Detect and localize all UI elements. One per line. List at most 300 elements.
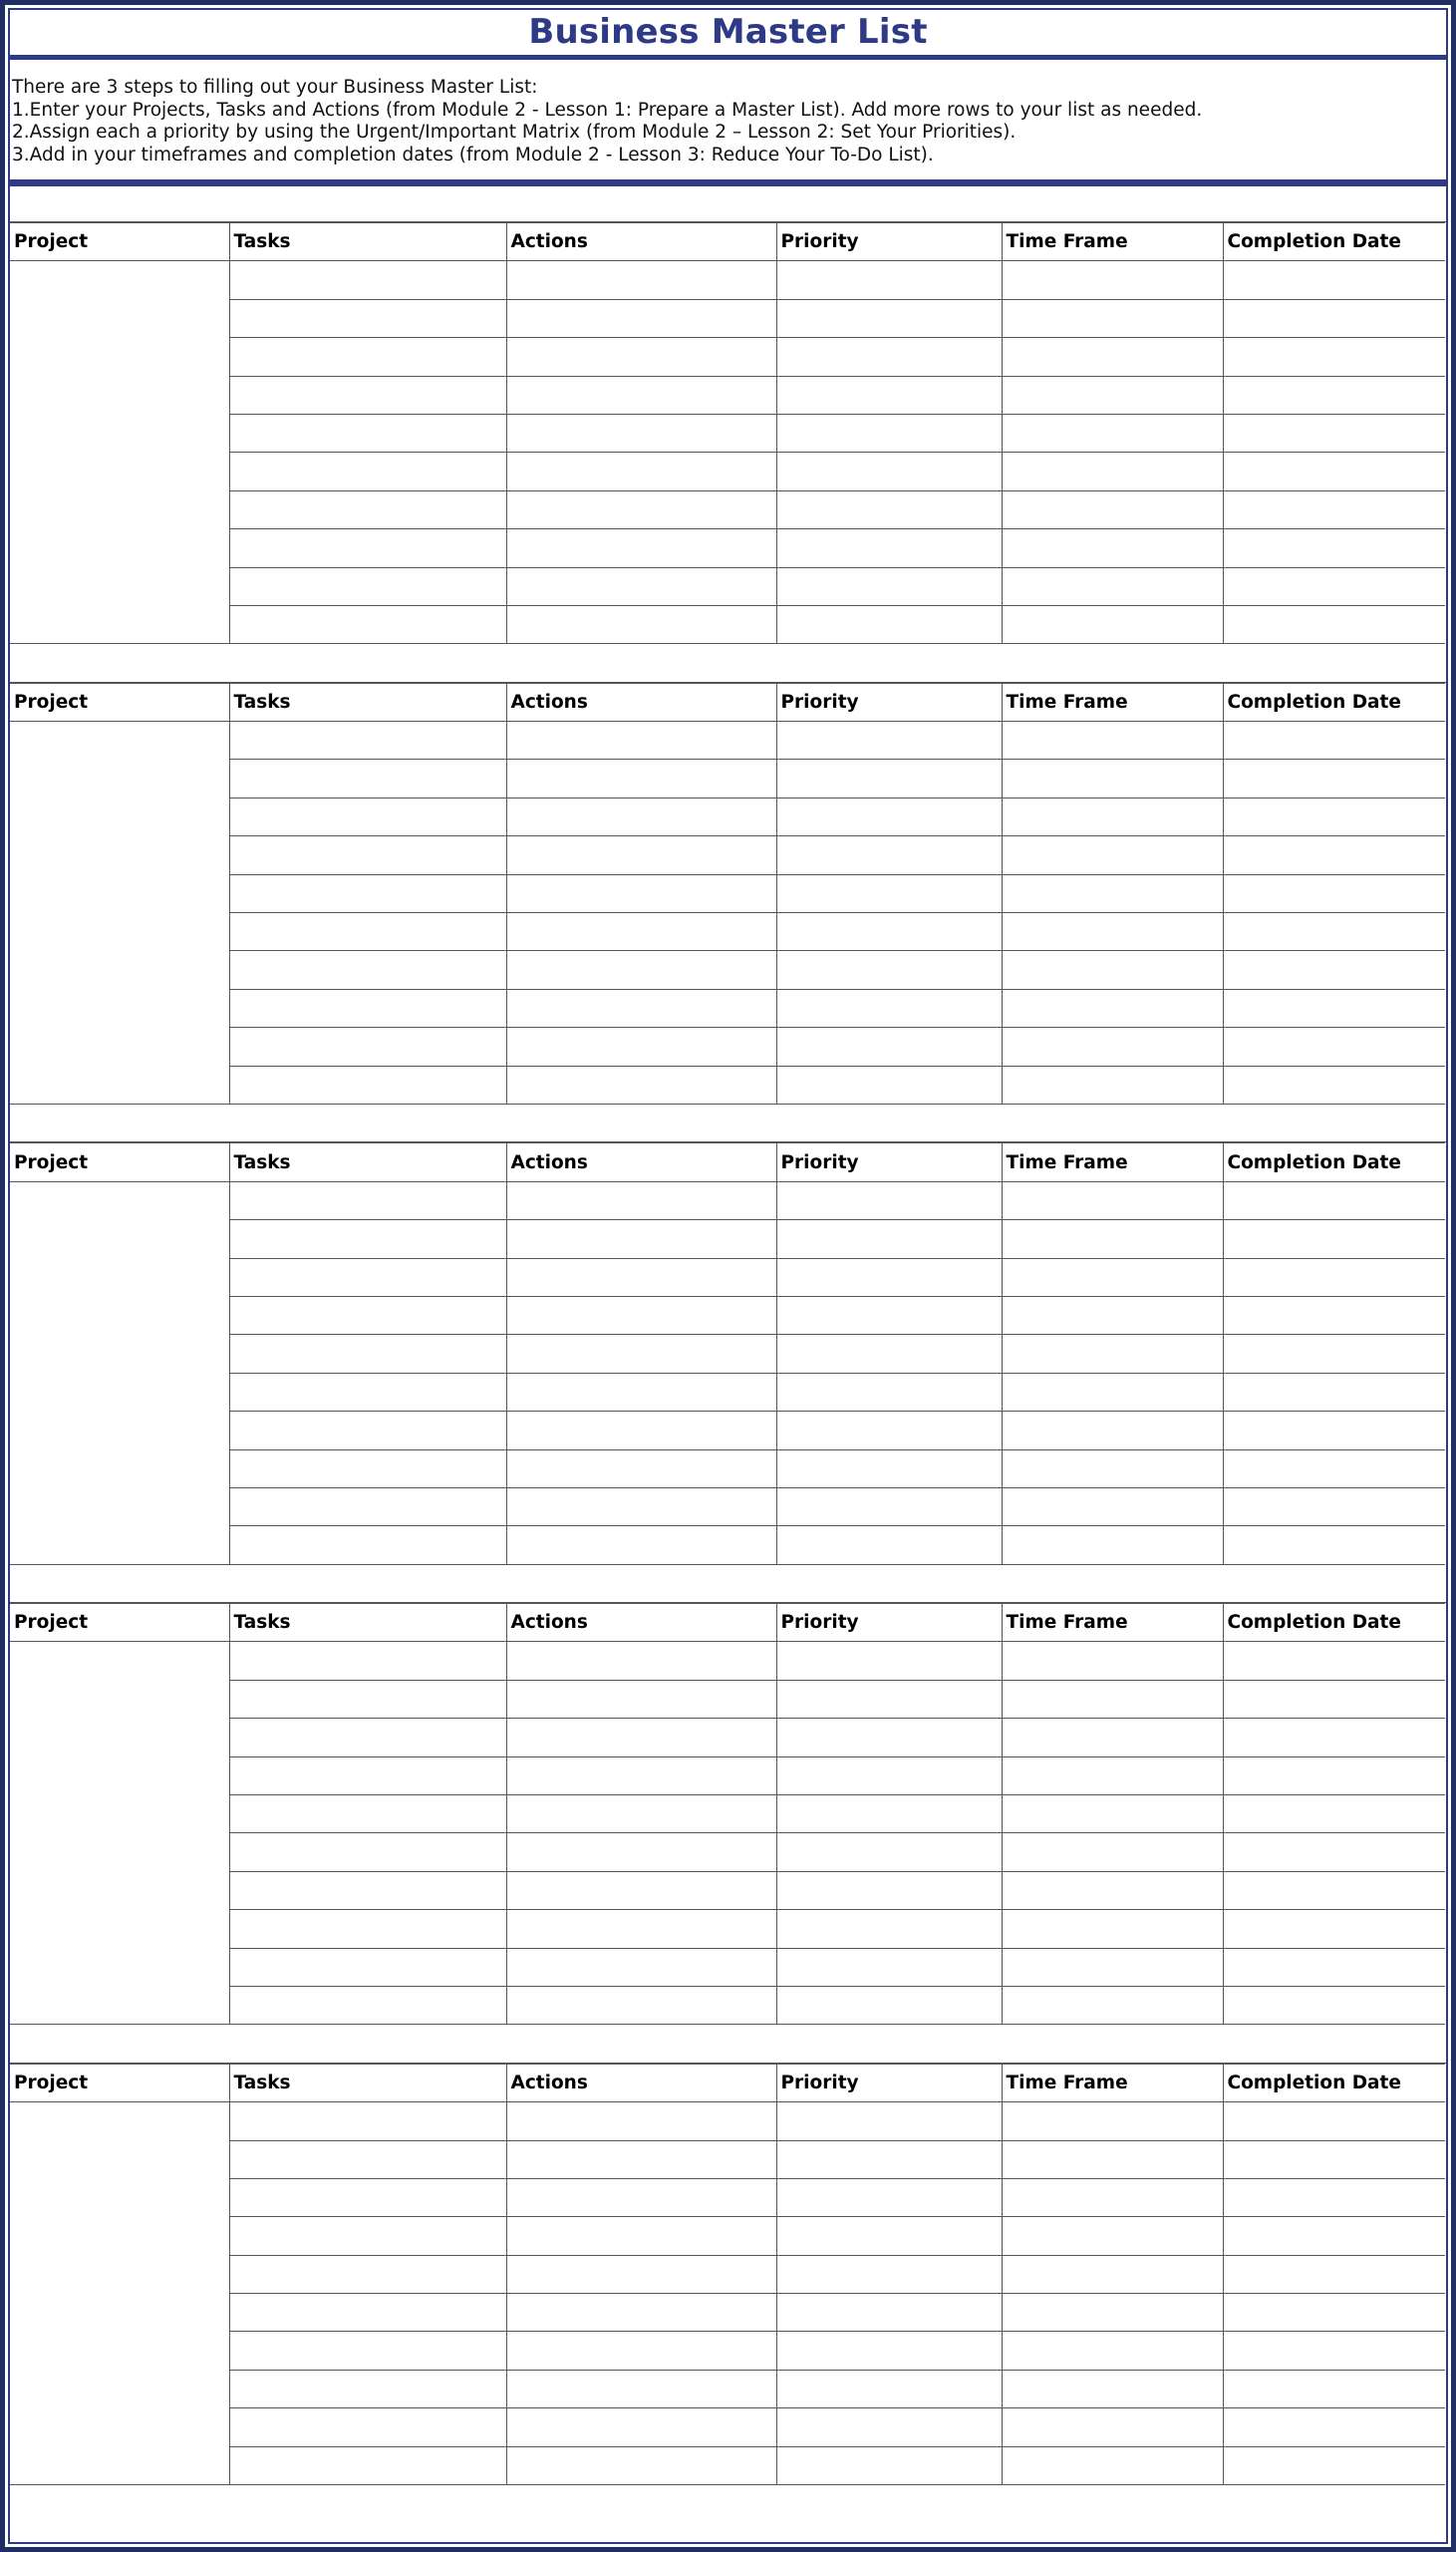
tasks-cell[interactable] — [229, 567, 506, 605]
priority-cell[interactable] — [776, 1487, 1002, 1525]
time-frame-cell[interactable] — [1002, 261, 1223, 299]
time-frame-cell[interactable] — [1002, 1526, 1223, 1564]
completion-date-cell[interactable] — [1223, 414, 1445, 452]
tasks-cell[interactable] — [229, 874, 506, 912]
priority-cell[interactable] — [776, 261, 1002, 299]
actions-cell[interactable] — [506, 1910, 776, 1948]
completion-date-cell[interactable] — [1223, 2408, 1445, 2446]
priority-cell[interactable] — [776, 1719, 1002, 1756]
priority-cell[interactable] — [776, 453, 1002, 490]
completion-date-cell[interactable] — [1223, 951, 1445, 989]
actions-cell[interactable] — [506, 605, 776, 643]
priority-cell[interactable] — [776, 1910, 1002, 1948]
tasks-cell[interactable] — [229, 1719, 506, 1756]
time-frame-cell[interactable] — [1002, 1871, 1223, 1909]
time-frame-cell[interactable] — [1002, 1833, 1223, 1871]
actions-cell[interactable] — [506, 1642, 776, 1680]
tasks-cell[interactable] — [229, 913, 506, 951]
actions-cell[interactable] — [506, 414, 776, 452]
actions-cell[interactable] — [506, 1028, 776, 1066]
completion-date-cell[interactable] — [1223, 1833, 1445, 1871]
actions-cell[interactable] — [506, 1066, 776, 1104]
priority-cell[interactable] — [776, 951, 1002, 989]
priority-cell[interactable] — [776, 1373, 1002, 1411]
tasks-cell[interactable] — [229, 1028, 506, 1066]
table-row — [10, 261, 1445, 299]
time-frame-cell[interactable] — [1002, 490, 1223, 528]
priority-cell[interactable] — [776, 376, 1002, 414]
tasks-cell[interactable] — [229, 2217, 506, 2255]
completion-date-cell[interactable] — [1223, 1756, 1445, 1794]
actions-cell[interactable] — [506, 874, 776, 912]
completion-date-cell[interactable] — [1223, 2178, 1445, 2216]
priority-cell[interactable] — [776, 1220, 1002, 1258]
actions-cell[interactable] — [506, 453, 776, 490]
column-header-actions: Actions — [506, 1604, 776, 1642]
priority-cell[interactable] — [776, 2217, 1002, 2255]
completion-date-cell[interactable] — [1223, 989, 1445, 1027]
completion-date-cell[interactable] — [1223, 1335, 1445, 1373]
header-row — [10, 1143, 1445, 1181]
completion-date-cell[interactable] — [1223, 1986, 1445, 2024]
tasks-cell[interactable] — [229, 299, 506, 337]
tasks-cell[interactable] — [229, 989, 506, 1027]
master-list-sections — [10, 186, 1446, 2485]
time-frame-cell[interactable] — [1002, 2332, 1223, 2370]
tasks-cell[interactable] — [229, 1986, 506, 2024]
priority-cell[interactable] — [776, 1296, 1002, 1334]
completion-date-cell[interactable] — [1223, 2446, 1445, 2484]
tasks-cell[interactable] — [229, 2294, 506, 2332]
actions-cell[interactable] — [506, 261, 776, 299]
column-header-project: Project — [10, 1143, 229, 1181]
time-frame-cell[interactable] — [1002, 1335, 1223, 1373]
project-section-table — [10, 1142, 1445, 1564]
column-header-time-frame: Time Frame — [1002, 223, 1223, 261]
actions-cell[interactable] — [506, 951, 776, 989]
actions-cell[interactable] — [506, 567, 776, 605]
actions-cell[interactable] — [506, 1181, 776, 1219]
completion-date-cell[interactable] — [1223, 261, 1445, 299]
completion-date-cell[interactable] — [1223, 1412, 1445, 1449]
actions-cell[interactable] — [506, 376, 776, 414]
time-frame-cell[interactable] — [1002, 1948, 1223, 1986]
time-frame-cell[interactable] — [1002, 2370, 1223, 2407]
tasks-cell[interactable] — [229, 2255, 506, 2293]
actions-cell[interactable] — [506, 1412, 776, 1449]
column-header-actions: Actions — [506, 223, 776, 261]
column-header-time-frame: Time Frame — [1002, 2064, 1223, 2101]
priority-cell[interactable] — [776, 1181, 1002, 1219]
actions-cell[interactable] — [506, 1871, 776, 1909]
time-frame-cell[interactable] — [1002, 529, 1223, 567]
section-spacer — [10, 2025, 1446, 2063]
instructions — [10, 60, 1446, 186]
completion-date-cell[interactable] — [1223, 1296, 1445, 1334]
priority-cell[interactable] — [776, 2102, 1002, 2140]
completion-date-cell[interactable] — [1223, 2217, 1445, 2255]
actions-cell[interactable] — [506, 529, 776, 567]
actions-cell[interactable] — [506, 2255, 776, 2293]
column-header-priority: Priority — [776, 1143, 1002, 1181]
tasks-cell[interactable] — [229, 605, 506, 643]
actions-cell[interactable] — [506, 2370, 776, 2407]
priority-cell[interactable] — [776, 2178, 1002, 2216]
header-row — [10, 2064, 1445, 2101]
time-frame-cell[interactable] — [1002, 2217, 1223, 2255]
column-header-project: Project — [10, 1604, 229, 1642]
tasks-cell[interactable] — [229, 414, 506, 452]
tasks-cell[interactable] — [229, 2446, 506, 2484]
completion-date-cell[interactable] — [1223, 874, 1445, 912]
time-frame-cell[interactable] — [1002, 1910, 1223, 1948]
completion-date-cell[interactable] — [1223, 490, 1445, 528]
actions-cell[interactable] — [506, 1258, 776, 1296]
tasks-cell[interactable] — [229, 1181, 506, 1219]
completion-date-cell[interactable] — [1223, 798, 1445, 835]
tasks-cell[interactable] — [229, 1066, 506, 1104]
completion-date-cell[interactable] — [1223, 1220, 1445, 1258]
actions-cell[interactable] — [506, 913, 776, 951]
priority-cell[interactable] — [776, 1795, 1002, 1833]
priority-cell[interactable] — [776, 1028, 1002, 1066]
tasks-cell[interactable] — [229, 760, 506, 798]
column-header-tasks: Tasks — [229, 223, 506, 261]
priority-cell[interactable] — [776, 2446, 1002, 2484]
completion-date-cell[interactable] — [1223, 1642, 1445, 1680]
priority-cell[interactable] — [776, 1948, 1002, 1986]
completion-date-cell[interactable] — [1223, 1795, 1445, 1833]
tasks-cell[interactable] — [229, 2102, 506, 2140]
table-row — [10, 1181, 1445, 1219]
column-header-priority: Priority — [776, 223, 1002, 261]
column-header-time-frame: Time Frame — [1002, 1604, 1223, 1642]
actions-cell[interactable] — [506, 1680, 776, 1718]
title-bar — [10, 10, 1446, 60]
column-header-actions: Actions — [506, 683, 776, 721]
project-section-table — [10, 2064, 1445, 2485]
tasks-cell[interactable] — [229, 836, 506, 874]
actions-cell[interactable] — [506, 1335, 776, 1373]
priority-cell[interactable] — [776, 605, 1002, 643]
priority-cell[interactable] — [776, 2255, 1002, 2293]
time-frame-cell[interactable] — [1002, 338, 1223, 376]
completion-date-cell[interactable] — [1223, 1719, 1445, 1756]
completion-date-cell[interactable] — [1223, 2332, 1445, 2370]
priority-cell[interactable] — [776, 913, 1002, 951]
priority-cell[interactable] — [776, 1526, 1002, 1564]
time-frame-cell[interactable] — [1002, 2255, 1223, 2293]
priority-cell[interactable] — [776, 490, 1002, 528]
instructions-intro: There are 3 steps to filling out your Business Master List: — [12, 77, 538, 98]
actions-cell[interactable] — [506, 2102, 776, 2140]
time-frame-cell[interactable] — [1002, 1373, 1223, 1411]
tasks-cell[interactable] — [229, 1756, 506, 1794]
time-frame-cell[interactable] — [1002, 567, 1223, 605]
completion-date-cell[interactable] — [1223, 1910, 1445, 1948]
time-frame-cell[interactable] — [1002, 2294, 1223, 2332]
priority-cell[interactable] — [776, 2140, 1002, 2178]
time-frame-cell[interactable] — [1002, 1066, 1223, 1104]
time-frame-cell[interactable] — [1002, 2102, 1223, 2140]
project-cell[interactable] — [10, 1181, 229, 1564]
actions-cell[interactable] — [506, 760, 776, 798]
time-frame-cell[interactable] — [1002, 760, 1223, 798]
actions-cell[interactable] — [506, 1296, 776, 1334]
time-frame-cell[interactable] — [1002, 299, 1223, 337]
actions-cell[interactable] — [506, 2446, 776, 2484]
actions-cell[interactable] — [506, 2294, 776, 2332]
column-header-completion-date: Completion Date — [1223, 1604, 1445, 1642]
actions-cell[interactable] — [506, 1449, 776, 1487]
tasks-cell[interactable] — [229, 261, 506, 299]
tasks-cell[interactable] — [229, 1910, 506, 1948]
actions-cell[interactable] — [506, 490, 776, 528]
actions-cell[interactable] — [506, 836, 776, 874]
priority-cell[interactable] — [776, 836, 1002, 874]
priority-cell[interactable] — [776, 1449, 1002, 1487]
priority-cell[interactable] — [776, 722, 1002, 760]
time-frame-cell[interactable] — [1002, 1412, 1223, 1449]
priority-cell[interactable] — [776, 1986, 1002, 2024]
time-frame-cell[interactable] — [1002, 1028, 1223, 1066]
priority-cell[interactable] — [776, 989, 1002, 1027]
column-header-tasks: Tasks — [229, 683, 506, 721]
tasks-cell[interactable] — [229, 1487, 506, 1525]
actions-cell[interactable] — [506, 2408, 776, 2446]
actions-cell[interactable] — [506, 1833, 776, 1871]
time-frame-cell[interactable] — [1002, 2446, 1223, 2484]
tasks-cell[interactable] — [229, 1220, 506, 1258]
time-frame-cell[interactable] — [1002, 453, 1223, 490]
tasks-cell[interactable] — [229, 1642, 506, 1680]
tasks-cell[interactable] — [229, 1526, 506, 1564]
time-frame-cell[interactable] — [1002, 722, 1223, 760]
completion-date-cell[interactable] — [1223, 1181, 1445, 1219]
time-frame-cell[interactable] — [1002, 414, 1223, 452]
actions-cell[interactable] — [506, 1986, 776, 2024]
project-cell[interactable] — [10, 722, 229, 1105]
completion-date-cell[interactable] — [1223, 1871, 1445, 1909]
column-header-project: Project — [10, 683, 229, 721]
tasks-cell[interactable] — [229, 1449, 506, 1487]
tasks-cell[interactable] — [229, 490, 506, 528]
actions-cell[interactable] — [506, 2178, 776, 2216]
actions-cell[interactable] — [506, 1526, 776, 1564]
priority-cell[interactable] — [776, 338, 1002, 376]
priority-cell[interactable] — [776, 1833, 1002, 1871]
completion-date-cell[interactable] — [1223, 1373, 1445, 1411]
time-frame-cell[interactable] — [1002, 989, 1223, 1027]
actions-cell[interactable] — [506, 1373, 776, 1411]
completion-date-cell[interactable] — [1223, 376, 1445, 414]
column-header-tasks: Tasks — [229, 1604, 506, 1642]
time-frame-cell[interactable] — [1002, 1756, 1223, 1794]
tasks-cell[interactable] — [229, 1296, 506, 1334]
completion-date-cell[interactable] — [1223, 836, 1445, 874]
column-header-priority: Priority — [776, 2064, 1002, 2101]
tasks-cell[interactable] — [229, 722, 506, 760]
time-frame-cell[interactable] — [1002, 2408, 1223, 2446]
tasks-cell[interactable] — [229, 453, 506, 490]
completion-date-cell[interactable] — [1223, 567, 1445, 605]
priority-cell[interactable] — [776, 299, 1002, 337]
priority-cell[interactable] — [776, 1871, 1002, 1909]
column-header-priority: Priority — [776, 1604, 1002, 1642]
priority-cell[interactable] — [776, 529, 1002, 567]
tasks-cell[interactable] — [229, 376, 506, 414]
time-frame-cell[interactable] — [1002, 2140, 1223, 2178]
tasks-cell[interactable] — [229, 2370, 506, 2407]
column-header-project: Project — [10, 223, 229, 261]
time-frame-cell[interactable] — [1002, 798, 1223, 835]
priority-cell[interactable] — [776, 414, 1002, 452]
time-frame-cell[interactable] — [1002, 1487, 1223, 1525]
project-cell[interactable] — [10, 261, 229, 644]
project-cell[interactable] — [10, 2102, 229, 2485]
actions-cell[interactable] — [506, 1756, 776, 1794]
time-frame-cell[interactable] — [1002, 951, 1223, 989]
actions-cell[interactable] — [506, 989, 776, 1027]
tasks-cell[interactable] — [229, 2332, 506, 2370]
time-frame-cell[interactable] — [1002, 1795, 1223, 1833]
completion-date-cell[interactable] — [1223, 338, 1445, 376]
tasks-cell[interactable] — [229, 1948, 506, 1986]
tasks-cell[interactable] — [229, 2140, 506, 2178]
priority-cell[interactable] — [776, 2408, 1002, 2446]
column-header-completion-date: Completion Date — [1223, 1143, 1445, 1181]
time-frame-cell[interactable] — [1002, 874, 1223, 912]
column-header-completion-date: Completion Date — [1223, 2064, 1445, 2101]
column-header-tasks: Tasks — [229, 2064, 506, 2101]
completion-date-cell[interactable] — [1223, 299, 1445, 337]
tasks-cell[interactable] — [229, 1335, 506, 1373]
header-row — [10, 223, 1445, 261]
document-body — [8, 8, 1448, 2544]
priority-cell[interactable] — [776, 2370, 1002, 2407]
priority-cell[interactable] — [776, 1335, 1002, 1373]
time-frame-cell[interactable] — [1002, 1181, 1223, 1219]
time-frame-cell[interactable] — [1002, 1220, 1223, 1258]
completion-date-cell[interactable] — [1223, 2140, 1445, 2178]
tasks-cell[interactable] — [229, 798, 506, 835]
tasks-cell[interactable] — [229, 338, 506, 376]
project-section-table — [10, 683, 1445, 1105]
completion-date-cell[interactable] — [1223, 605, 1445, 643]
time-frame-cell[interactable] — [1002, 1680, 1223, 1718]
instruction-step-3: 3.Add in your timeframes and completion dates (from Module 2 - Lesson 3: Reduce Your To-Do List). — [12, 144, 934, 165]
completion-date-cell[interactable] — [1223, 1680, 1445, 1718]
priority-cell[interactable] — [776, 1642, 1002, 1680]
priority-cell[interactable] — [776, 1066, 1002, 1104]
completion-date-cell[interactable] — [1223, 2370, 1445, 2407]
time-frame-cell[interactable] — [1002, 1986, 1223, 2024]
completion-date-cell[interactable] — [1223, 529, 1445, 567]
tasks-cell[interactable] — [229, 1412, 506, 1449]
actions-cell[interactable] — [506, 1795, 776, 1833]
section-spacer — [10, 1565, 1446, 1603]
completion-date-cell[interactable] — [1223, 1066, 1445, 1104]
actions-cell[interactable] — [506, 2217, 776, 2255]
priority-cell[interactable] — [776, 2294, 1002, 2332]
page-title: Business Master List — [528, 12, 928, 52]
tasks-cell[interactable] — [229, 529, 506, 567]
actions-cell[interactable] — [506, 1948, 776, 1986]
tasks-cell[interactable] — [229, 1871, 506, 1909]
project-section-table — [10, 1603, 1445, 2025]
completion-date-cell[interactable] — [1223, 2255, 1445, 2293]
priority-cell[interactable] — [776, 1412, 1002, 1449]
priority-cell[interactable] — [776, 760, 1002, 798]
completion-date-cell[interactable] — [1223, 1449, 1445, 1487]
actions-cell[interactable] — [506, 2140, 776, 2178]
time-frame-cell[interactable] — [1002, 1296, 1223, 1334]
actions-cell[interactable] — [506, 722, 776, 760]
completion-date-cell[interactable] — [1223, 1487, 1445, 1525]
time-frame-cell[interactable] — [1002, 836, 1223, 874]
completion-date-cell[interactable] — [1223, 1526, 1445, 1564]
column-header-completion-date: Completion Date — [1223, 683, 1445, 721]
time-frame-cell[interactable] — [1002, 376, 1223, 414]
completion-date-cell[interactable] — [1223, 2294, 1445, 2332]
time-frame-cell[interactable] — [1002, 605, 1223, 643]
project-cell[interactable] — [10, 1642, 229, 2025]
actions-cell[interactable] — [506, 1719, 776, 1756]
completion-date-cell[interactable] — [1223, 913, 1445, 951]
tasks-cell[interactable] — [229, 1833, 506, 1871]
completion-date-cell[interactable] — [1223, 760, 1445, 798]
column-header-project: Project — [10, 2064, 229, 2101]
instruction-step-1: 1.Enter your Projects, Tasks and Actions (from Module 2 - Lesson 1: Prepare a Master List). Add more rows to your list as needed. — [12, 99, 1203, 121]
tasks-cell[interactable] — [229, 1795, 506, 1833]
priority-cell[interactable] — [776, 1680, 1002, 1718]
actions-cell[interactable] — [506, 2332, 776, 2370]
time-frame-cell[interactable] — [1002, 2178, 1223, 2216]
actions-cell[interactable] — [506, 338, 776, 376]
column-header-completion-date: Completion Date — [1223, 223, 1445, 261]
priority-cell[interactable] — [776, 1756, 1002, 1794]
priority-cell[interactable] — [776, 1258, 1002, 1296]
tasks-cell[interactable] — [229, 1373, 506, 1411]
priority-cell[interactable] — [776, 798, 1002, 835]
actions-cell[interactable] — [506, 798, 776, 835]
tasks-cell[interactable] — [229, 951, 506, 989]
header-row — [10, 683, 1445, 721]
completion-date-cell[interactable] — [1223, 1258, 1445, 1296]
actions-cell[interactable] — [506, 1220, 776, 1258]
tasks-cell[interactable] — [229, 1680, 506, 1718]
completion-date-cell[interactable] — [1223, 453, 1445, 490]
tasks-cell[interactable] — [229, 2408, 506, 2446]
priority-cell[interactable] — [776, 2332, 1002, 2370]
time-frame-cell[interactable] — [1002, 1642, 1223, 1680]
column-header-time-frame: Time Frame — [1002, 683, 1223, 721]
actions-cell[interactable] — [506, 299, 776, 337]
time-frame-cell[interactable] — [1002, 1449, 1223, 1487]
completion-date-cell[interactable] — [1223, 722, 1445, 760]
actions-cell[interactable] — [506, 1487, 776, 1525]
completion-date-cell[interactable] — [1223, 2102, 1445, 2140]
priority-cell[interactable] — [776, 567, 1002, 605]
tasks-cell[interactable] — [229, 2178, 506, 2216]
time-frame-cell[interactable] — [1002, 1719, 1223, 1756]
completion-date-cell[interactable] — [1223, 1948, 1445, 1986]
time-frame-cell[interactable] — [1002, 1258, 1223, 1296]
time-frame-cell[interactable] — [1002, 913, 1223, 951]
completion-date-cell[interactable] — [1223, 1028, 1445, 1066]
priority-cell[interactable] — [776, 874, 1002, 912]
tasks-cell[interactable] — [229, 1258, 506, 1296]
